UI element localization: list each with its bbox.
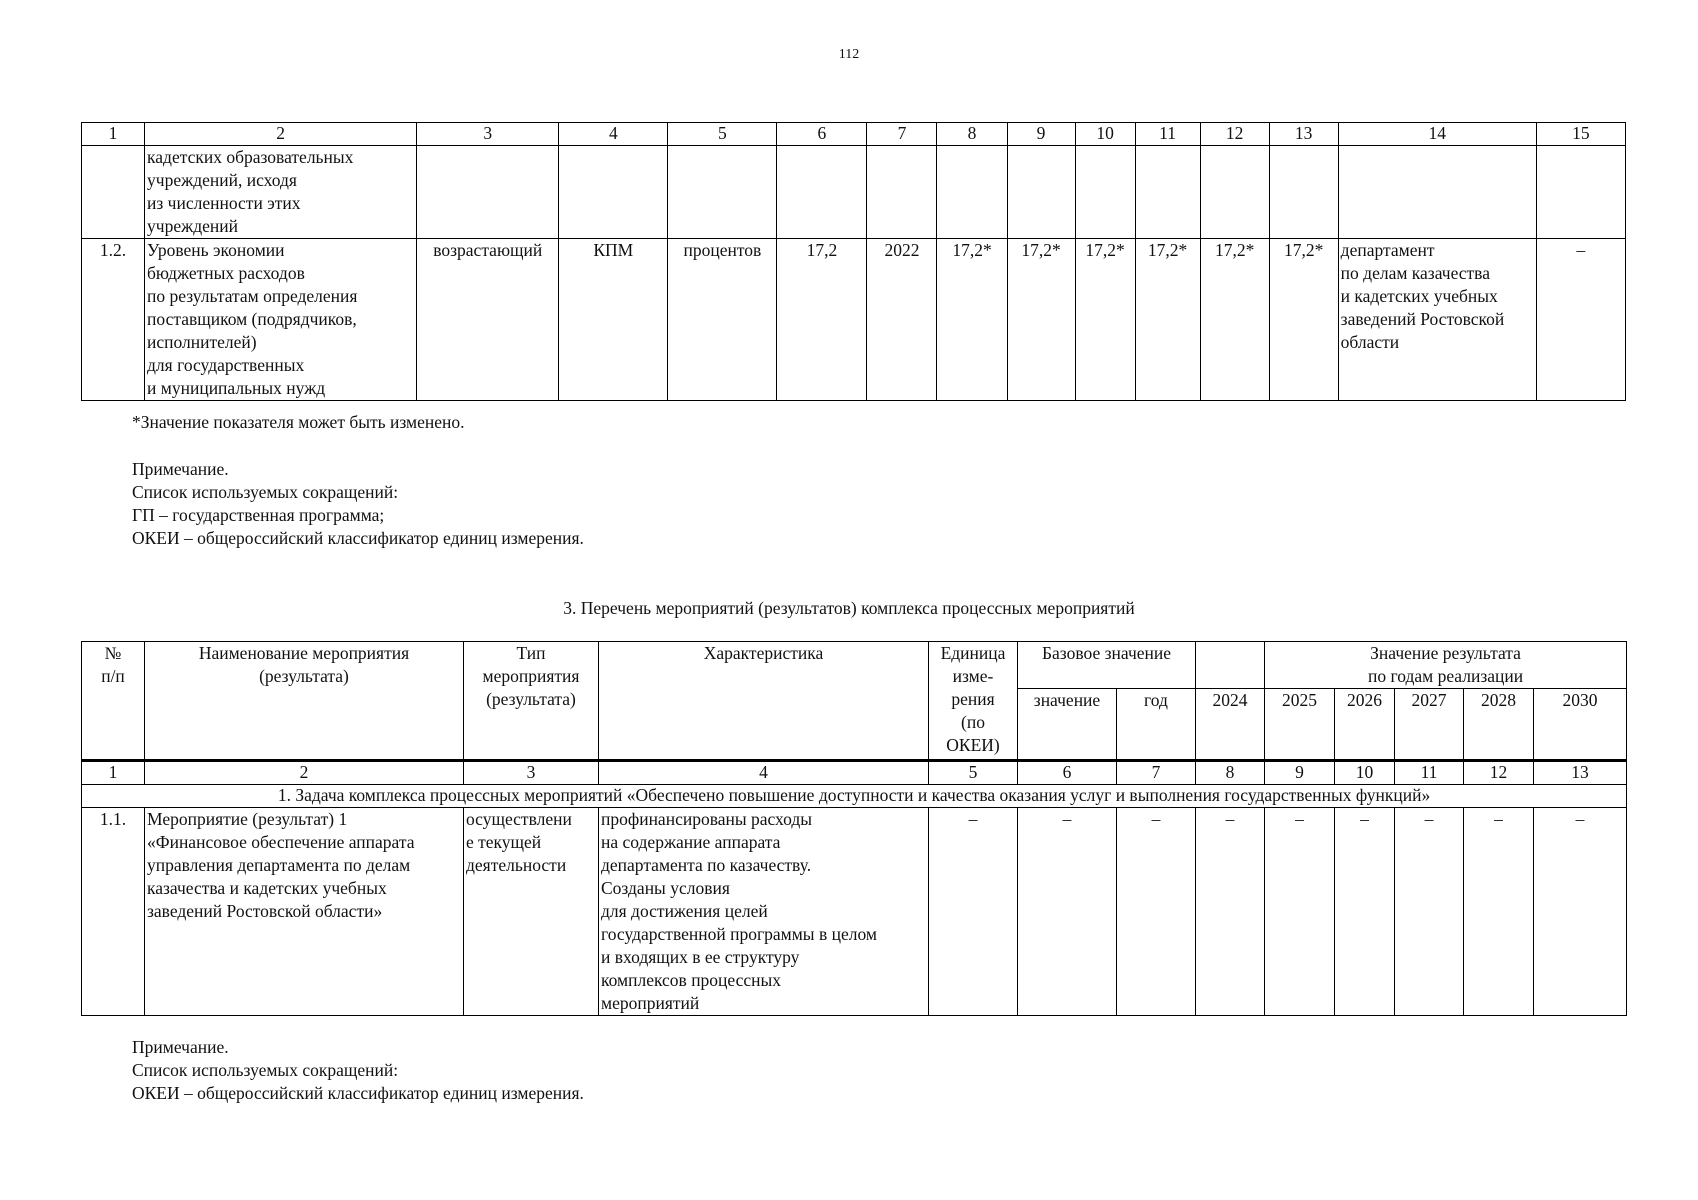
column-number: 2 [145, 123, 417, 146]
table-row [82, 146, 1626, 239]
indicator-name: кадетских образовательных учреждений, исходя из численности этих учреждений [145, 146, 417, 239]
footnote: *Значение показателя может быть изменено. [132, 412, 465, 432]
column-number: 5 [668, 123, 777, 146]
year-value: 17,2* [937, 239, 1007, 401]
column-number: 11 [1395, 761, 1464, 785]
column-number: 12 [1464, 761, 1534, 785]
header-num: № п/п [82, 642, 145, 761]
column-number: 3 [417, 123, 559, 146]
column-number: 6 [777, 123, 867, 146]
row-number: 1.2. [82, 239, 145, 401]
year-value: 17,2* [1200, 239, 1269, 401]
column-number: 9 [1265, 761, 1335, 785]
dash-cell: – [1196, 808, 1265, 1016]
column-number: 3 [464, 761, 599, 785]
table-cell [867, 146, 937, 239]
column-number: 6 [1018, 761, 1117, 785]
table-cell [1196, 642, 1265, 689]
row-number: 1.1. [82, 808, 145, 1016]
year-value: 17,2* [1007, 239, 1075, 401]
year-value: 17,2* [1269, 239, 1338, 401]
table-cell [1536, 146, 1625, 239]
column-number: 12 [1200, 123, 1269, 146]
column-number: 13 [1269, 123, 1338, 146]
dash-cell: – [1018, 808, 1117, 1016]
header-characteristic: Характеристика [599, 642, 929, 761]
section-title: 3. Перечень мероприятий (результатов) комплекса процессных мероприятий [563, 598, 1135, 618]
table-cell [668, 146, 777, 239]
header-base: Базовое значение [1018, 642, 1196, 689]
column-number: 2 [145, 761, 464, 785]
year-value: 17,2* [1075, 239, 1135, 401]
table-cell [82, 146, 145, 239]
header-year: 2027 [1395, 689, 1464, 761]
header-type: Тип мероприятия (результата) [464, 642, 599, 761]
table-cell [1200, 146, 1269, 239]
table-row [82, 239, 1626, 401]
column-number-row [82, 123, 1626, 146]
column-number: 4 [599, 761, 929, 785]
base-year: 2022 [867, 239, 937, 401]
header-years-group: Значение результата по годам реализации [1265, 642, 1627, 689]
column-number: 10 [1335, 761, 1395, 785]
table-cell [1269, 146, 1338, 239]
column-number: 8 [937, 123, 1007, 146]
indicators-table [81, 122, 1626, 401]
header-base-year: год [1117, 689, 1196, 761]
dash-cell: – [1265, 808, 1335, 1016]
header-unit: Единица изме- рения (по ОКЕИ) [929, 642, 1018, 761]
activities-table [81, 641, 1627, 1016]
column-number: 10 [1075, 123, 1135, 146]
note-abbreviations: Примечание. Список используемых сокращений: ГП – государственная программа; ОКЕИ – общероссийский классификатор единиц измерения. [132, 459, 584, 548]
header-year: 2028 [1464, 689, 1534, 761]
header-name: Наименование мероприятия (результата) [145, 642, 464, 761]
year-value: 17,2* [1135, 239, 1200, 401]
activity-characteristic: профинансированы расходы на содержание аппарата департамента по казачеству. Созданы условия для достижения целей государственной программы в целом и входящих в ее структуру комплексов процессных мероприятий [599, 808, 929, 1016]
column-number: 4 [559, 123, 668, 146]
dash-cell: – [1534, 808, 1627, 1016]
column-number: 7 [1117, 761, 1196, 785]
dash-cell: – [929, 808, 1018, 1016]
table-cell [777, 146, 867, 239]
table-cell [417, 146, 559, 239]
column-number: 5 [929, 761, 1018, 785]
dash-cell: – [1335, 808, 1395, 1016]
task-row [82, 785, 1627, 808]
dash-cell: – [1395, 808, 1464, 1016]
header-year: 2026 [1335, 689, 1395, 761]
column-number: 9 [1007, 123, 1075, 146]
note-abbreviations-2: Примечание. Список используемых сокращений: ОКЕИ – общероссийский классификатор единиц измерения. [132, 1037, 584, 1103]
table-cell [559, 146, 668, 239]
table-cell [937, 146, 1007, 239]
column-number: 1 [82, 761, 145, 785]
indicator-unit: процентов [668, 239, 777, 401]
responsible-body: департамент по делам казачества и кадетских учебных заведений Ростовской области [1338, 239, 1536, 401]
column-number: 11 [1135, 123, 1200, 146]
column-number-row [82, 761, 1627, 785]
column-number: 15 [1536, 123, 1625, 146]
indicator-direction: возрастающий [417, 239, 559, 401]
table-row [82, 808, 1627, 1016]
dash-cell: – [1117, 808, 1196, 1016]
page-number: 112 [838, 47, 860, 62]
activity-name: Мероприятие (результат) 1 «Финансовое обеспечение аппарата управления департамента по делам казачества и кадетских учебных заведений Ростовской области» [145, 808, 464, 1016]
indicator-name: Уровень экономии бюджетных расходов по результатам определения поставщиком (подрядчиков, исполнителей) для государственных и муниципальных нужд [145, 239, 417, 401]
table-cell [1135, 146, 1200, 239]
header-year: 2030 [1534, 689, 1627, 761]
header-base-value: значение [1018, 689, 1117, 761]
indicator-level: КПМ [559, 239, 668, 401]
header-row [82, 642, 1627, 689]
header-year: 2025 [1265, 689, 1335, 761]
column-number: 13 [1534, 761, 1627, 785]
header-year: 2024 [1196, 689, 1265, 761]
table-cell [1075, 146, 1135, 239]
column-number: 14 [1338, 123, 1536, 146]
linked-indicator: – [1536, 239, 1625, 401]
table-cell [1007, 146, 1075, 239]
task-title: 1. Задача комплекса процессных мероприятий «Обеспечено повышение доступности и качества оказания услуг и выполнения государственных функций» [82, 785, 1627, 808]
column-number: 7 [867, 123, 937, 146]
column-number: 8 [1196, 761, 1265, 785]
activity-type: осуществлени е текущей деятельности [464, 808, 599, 1016]
base-value: 17,2 [777, 239, 867, 401]
column-number: 1 [82, 123, 145, 146]
table-cell [1338, 146, 1536, 239]
dash-cell: – [1464, 808, 1534, 1016]
